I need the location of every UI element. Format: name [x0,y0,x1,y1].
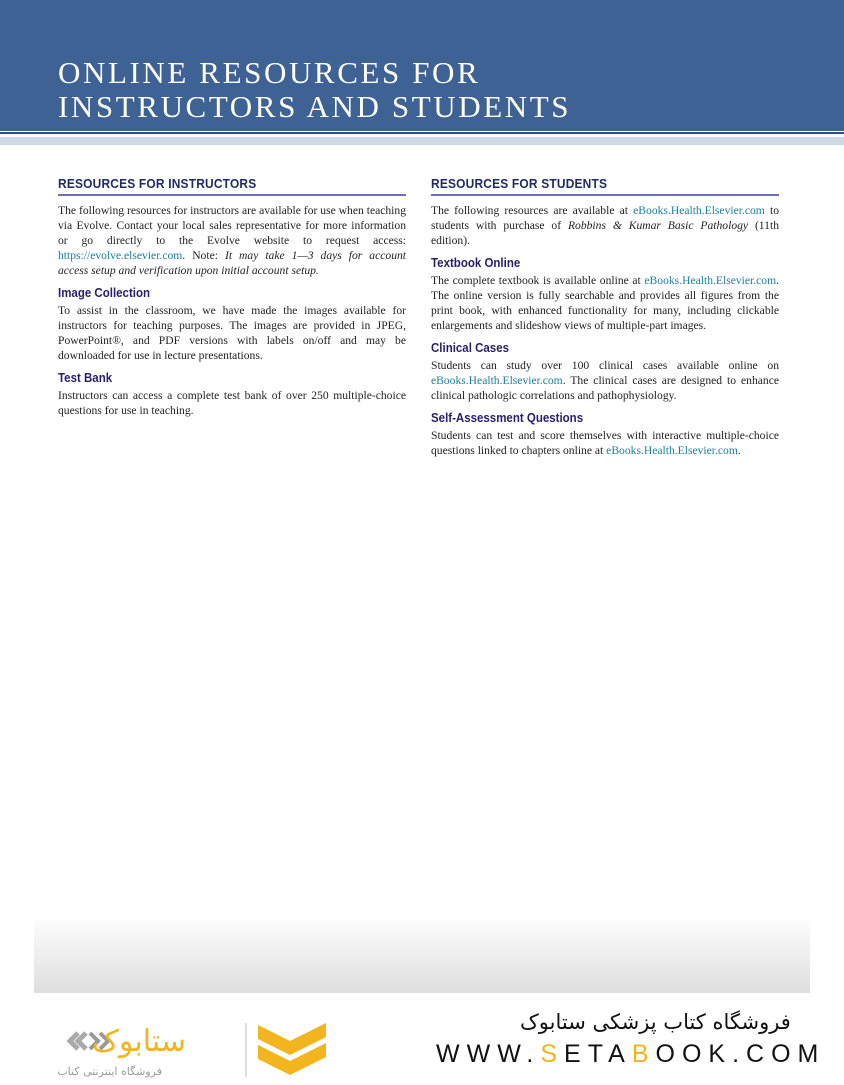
textbook-online-heading: Textbook Online [431,256,521,270]
logo-mark-icon [57,1015,330,1080]
self-assessment-heading: Self-Assessment Questions [431,411,584,425]
students-column [431,176,779,458]
image-collection-heading: Image Collection [58,286,151,300]
header-band [0,137,844,145]
ebooks-link[interactable]: eBooks.Health.Elsevier.com [644,274,777,287]
header-divider [0,132,844,134]
store-url[interactable]: WWW.SETABOOK.COM [436,1040,826,1068]
ebooks-link[interactable]: eBooks.Health.Elsevier.com [606,444,738,457]
students-intro: The following resources are available at eBooks.Health.Elsevier.com to students with purchase of Robbins & Kumar Basic Pathology (11th edition). [431,204,779,247]
instructors-intro: The following resources for instructors are available for use when teaching via Evolve. Contact your local sales representative for more information or go directly to the Evolve website to request access: https://evolve.elsevier.com. Note: It may take 1—3 days for account access setup and verification upon initial account setup. [58,204,407,277]
page-title: ONLINE RESOURCES FOR INSTRUCTORS AND STUDENTS [58,55,572,124]
instructors-heading: RESOURCES FOR INSTRUCTORS [58,176,257,191]
test-bank-heading: Test Bank [58,371,113,385]
clinical-cases-text: Students can study over 100 clinical cases available online on eBooks.Health.Elsevier.com. The clinical cases are designed to enhance clinical pathologic correlations and pathophysiology. [431,359,779,402]
self-assessment-text: Students can test and score themselves with interactive multiple-choice questions linked to chapters online at eBooks.Health.Elsevier.com. [431,429,779,457]
ebooks-link[interactable]: eBooks.Health.Elsevier.com [633,204,765,217]
heading-rule [431,194,779,196]
header-banner [0,0,844,131]
textbook-online-text: The complete textbook is available online at eBooks.Health.Elsevier.com. The online version is fully searchable and provides all figures from the print book, with enhanced functionality for many, including clickable enlargements and slideshow views of multiple-part images. [431,274,779,332]
ebooks-link[interactable]: eBooks.Health.Elsevier.com [431,374,563,387]
store-name: فروشگاه کتاب پزشکی ستابوک [520,1010,791,1034]
clinical-cases-heading: Clinical Cases [431,341,509,355]
setabook-logo [57,1015,330,1080]
evolve-link[interactable]: https://evolve.elsevier.com [58,249,183,262]
footer-shadow [34,915,810,993]
heading-rule [58,194,406,196]
image-collection-text: To assist in the classroom, we have made the images available for instructors for teaching purposes. The images are provided in JPEG, PowerPoint®, and PDF versions with labels on/off and may be downloaded for use in lecture presentations. [58,304,406,362]
svg-text:ستابوک: ستابوک [92,1024,187,1059]
test-bank-text: Instructors can access a complete test bank of over 250 multiple-choice questions for use in teaching. [58,389,406,417]
svg-text:فروشگاه اینترنتی کتاب: فروشگاه اینترنتی کتاب [57,1065,162,1078]
students-heading: RESOURCES FOR STUDENTS [431,176,608,191]
instructors-column [58,176,406,418]
